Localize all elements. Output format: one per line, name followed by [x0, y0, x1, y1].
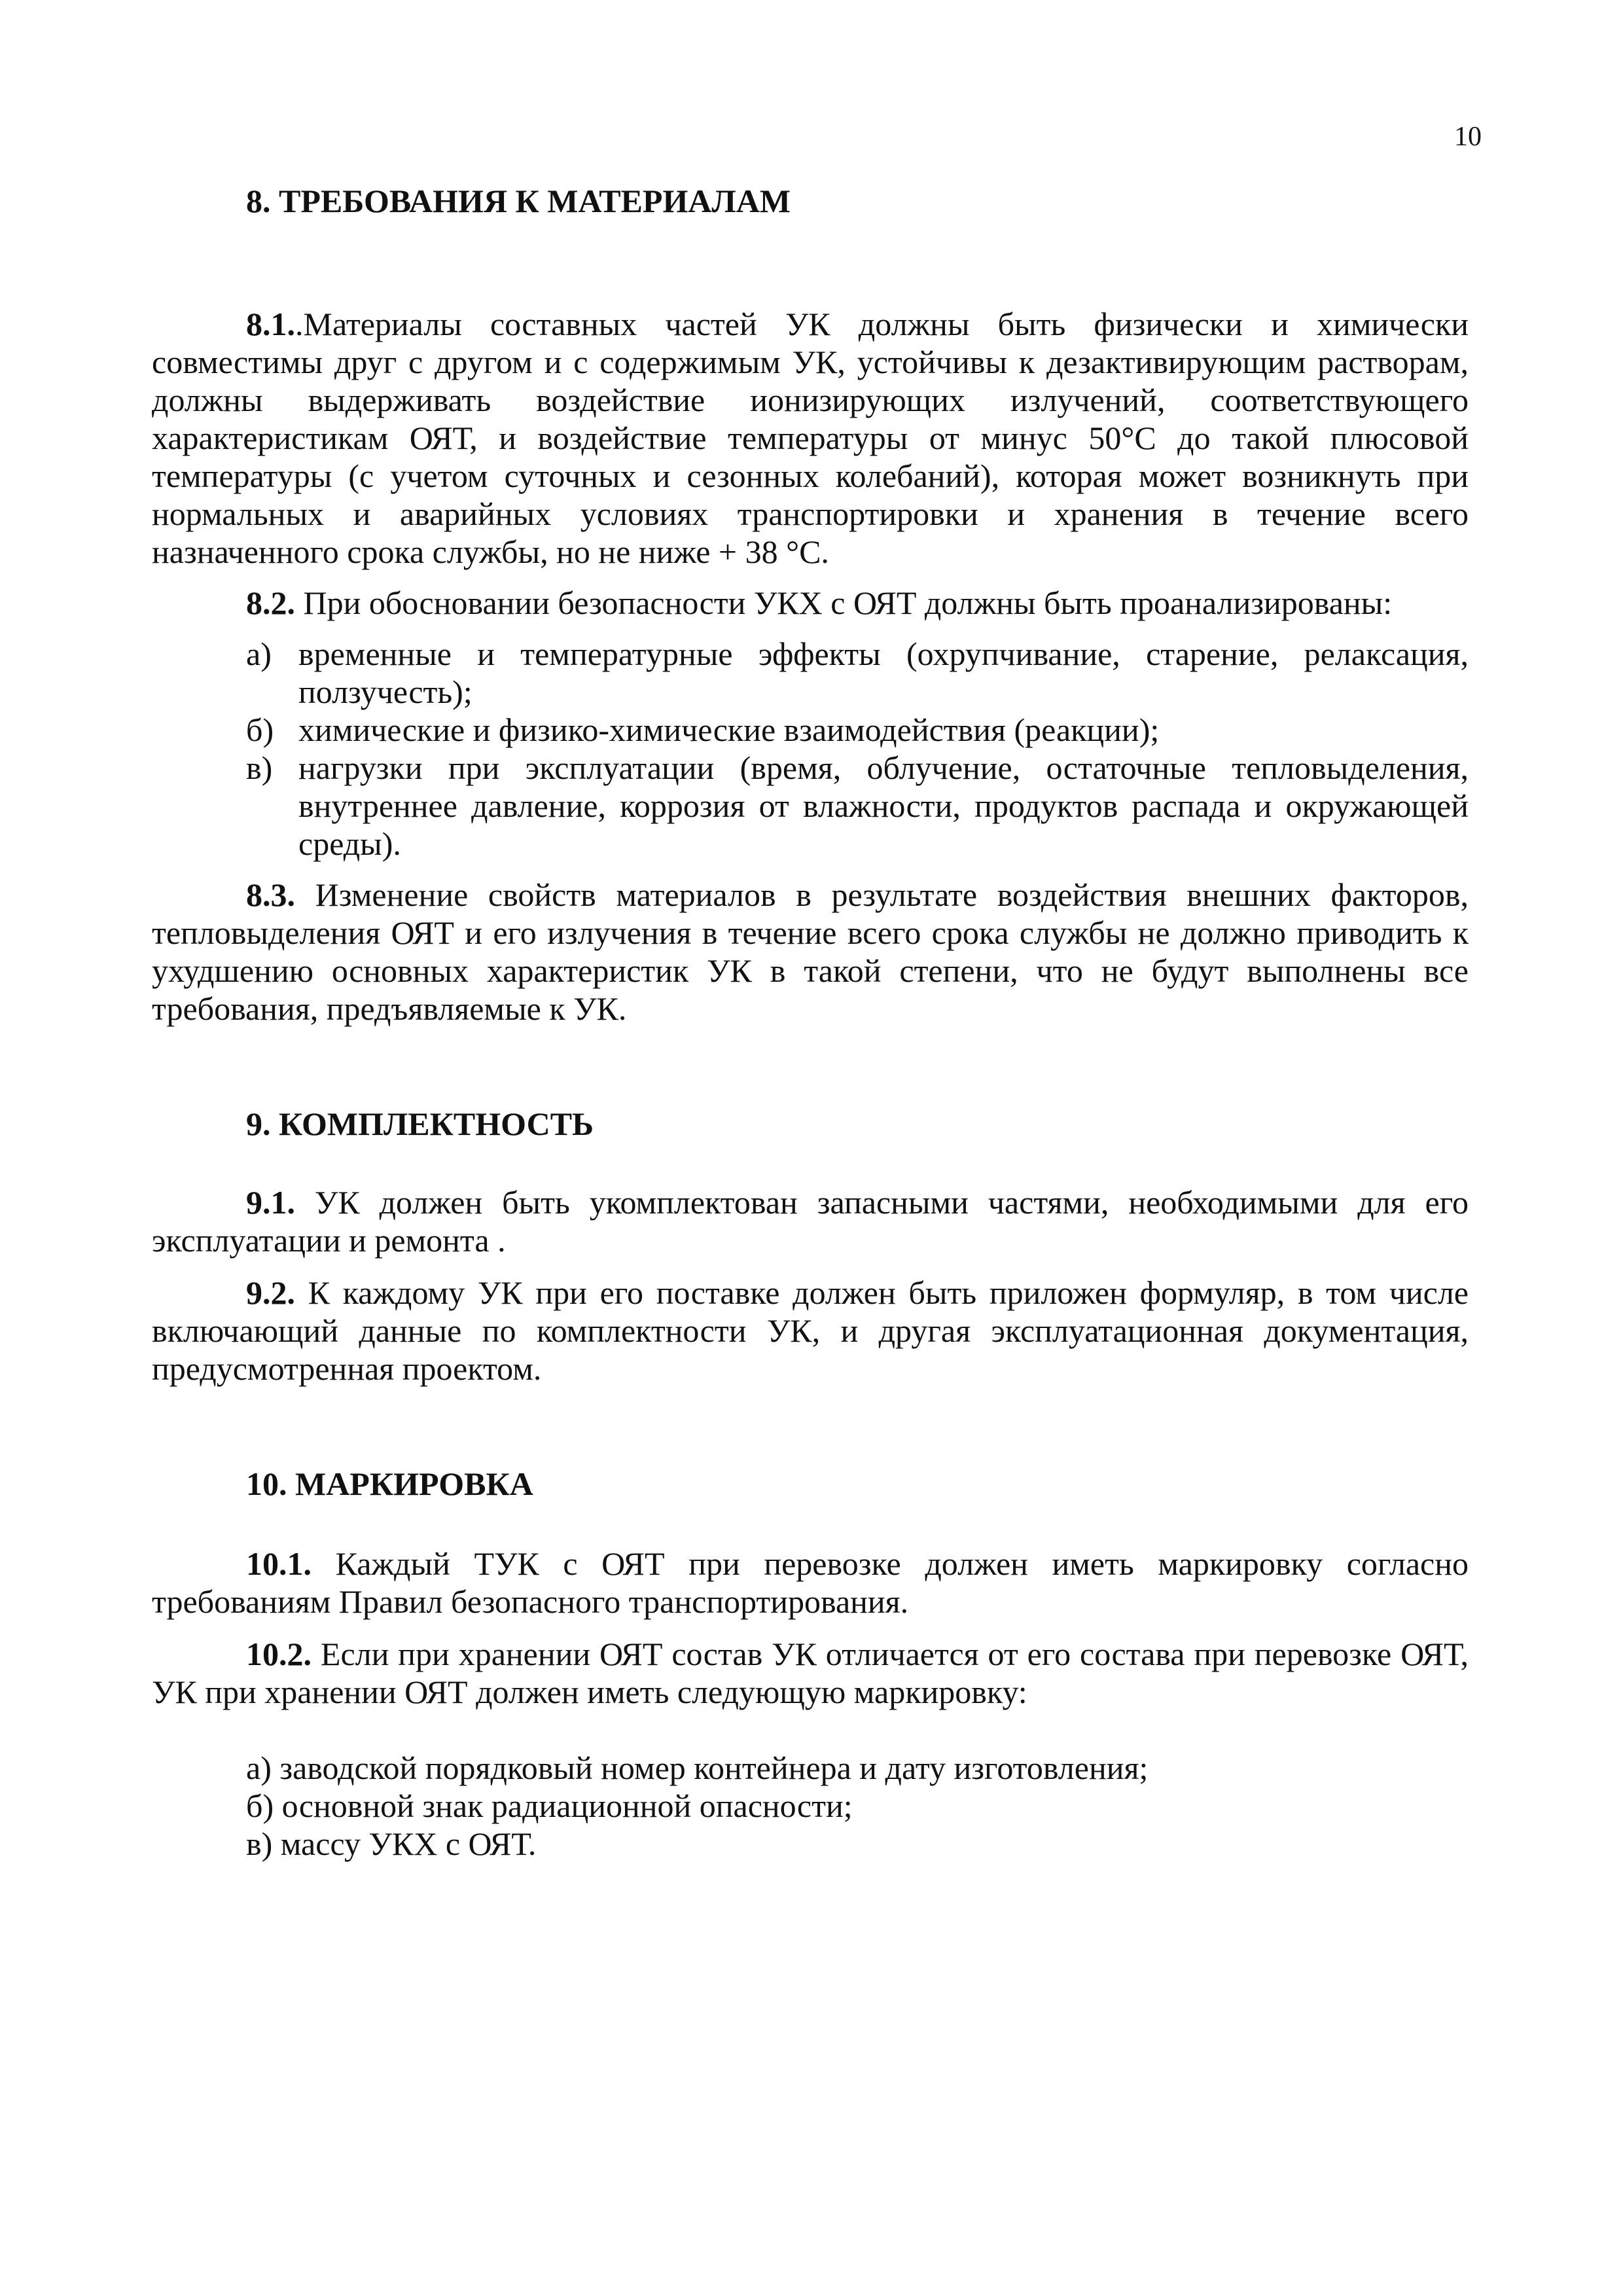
paragraph-8-1: [152, 305, 1469, 571]
paragraph-text: При обосновании безопасности УКХ с ОЯТ должны быть проанализированы:: [295, 584, 1393, 621]
list-marker: а): [246, 636, 272, 672]
paragraph-text: Каждый ТУК с ОЯТ при перевозке должен иметь маркировку согласно требованиям Правил безопасного транспортирования.: [152, 1545, 1469, 1620]
section-heading-10: 10. МАРКИРОВКА: [246, 1465, 533, 1502]
list-text: временные и температурные эффекты (охрупчивание, старение, релаксация, ползучесть);: [298, 636, 1469, 710]
paragraph-number: 8.1.: [246, 306, 295, 342]
list-text: нагрузки при эксплуатации (время, облучение, остаточные тепловыделения, внутреннее давление, коррозия от влажности, продуктов распада и окружающей среды).: [298, 749, 1469, 862]
paragraph-10-2: [152, 1635, 1469, 1711]
paragraph-number: 10.1.: [246, 1545, 312, 1582]
list-item-c: [152, 749, 1469, 863]
paragraph-10-1: [152, 1545, 1469, 1621]
document-body: [152, 182, 1469, 1863]
paragraph-8-3: [152, 876, 1469, 1028]
paragraph-number: 8.2.: [246, 584, 295, 621]
paragraph-text: УК должен быть укомплектован запасными частями, необходимыми для его эксплуатации и ремонта .: [152, 1184, 1469, 1259]
section-heading-8: 8. ТРЕБОВАНИЯ К МАТЕРИАЛАМ: [246, 183, 791, 219]
marking-item-c: в) массу УКХ с ОЯТ.: [246, 1825, 537, 1862]
paragraph-text: Если при хранении ОЯТ состав УК отличается от его состава при перевозке ОЯТ, УК при хранении ОЯТ должен иметь следующую маркировку:: [152, 1636, 1469, 1710]
list-item-a: [152, 635, 1469, 711]
paragraph-9-1: [152, 1183, 1469, 1259]
paragraph-number: 10.2.: [246, 1636, 312, 1672]
marking-item-a: а) заводской порядковый номер контейнера и дату изготовления;: [246, 1749, 1149, 1786]
list-marker: в): [246, 749, 273, 786]
paragraph-9-2: [152, 1274, 1469, 1388]
paragraph-number: 9.2.: [246, 1274, 295, 1311]
paragraph-number: 9.1.: [246, 1184, 295, 1221]
section-heading-9: 9. КОМПЛЕКТНОСТЬ: [246, 1105, 594, 1142]
list-marker: б): [246, 711, 274, 748]
paragraph-text: К каждому УК при его поставке должен быть приложен формуляр, в том числе включающий данные по комплектности УК, и другая эксплуатационная документация, предусмотренная проектом.: [152, 1274, 1469, 1387]
paragraph-8-2: [152, 584, 1469, 622]
paragraph-text: .Материалы составных частей УК должны быть физически и химически совместимы друг с другом и с содержимым УК, устойчивы к дезактивирующим растворам, должны выдерживать воздействие ионизирующих излучений, соответствующего характеристикам ОЯТ, и воздействие температуры от минус 50°C до такой плюсовой температуры (с учетом суточных и сезонных колебаний), которая может возникнуть при нормальных и аварийных условиях транспортировки и хранения в течение всего назначенного срока службы, но не ниже + 38 °C.: [152, 306, 1469, 570]
marking-item-b: б) основной знак радиационной опасности;: [246, 1787, 853, 1824]
paragraph-text: Изменение свойств материалов в результате воздействия внешних факторов, тепловыделения ОЯТ и его излучения в течение всего срока службы не должно приводить к ухудшению основных характеристик УК в такой степени, что не будут выполнены все требования, предъявляемые к УК.: [152, 876, 1469, 1027]
paragraph-number: 8.3.: [246, 876, 295, 913]
page-number: 10: [1454, 122, 1482, 152]
list-text: химические и физико-химические взаимодействия (реакции);: [298, 711, 1160, 748]
list-item-b: [152, 711, 1469, 749]
